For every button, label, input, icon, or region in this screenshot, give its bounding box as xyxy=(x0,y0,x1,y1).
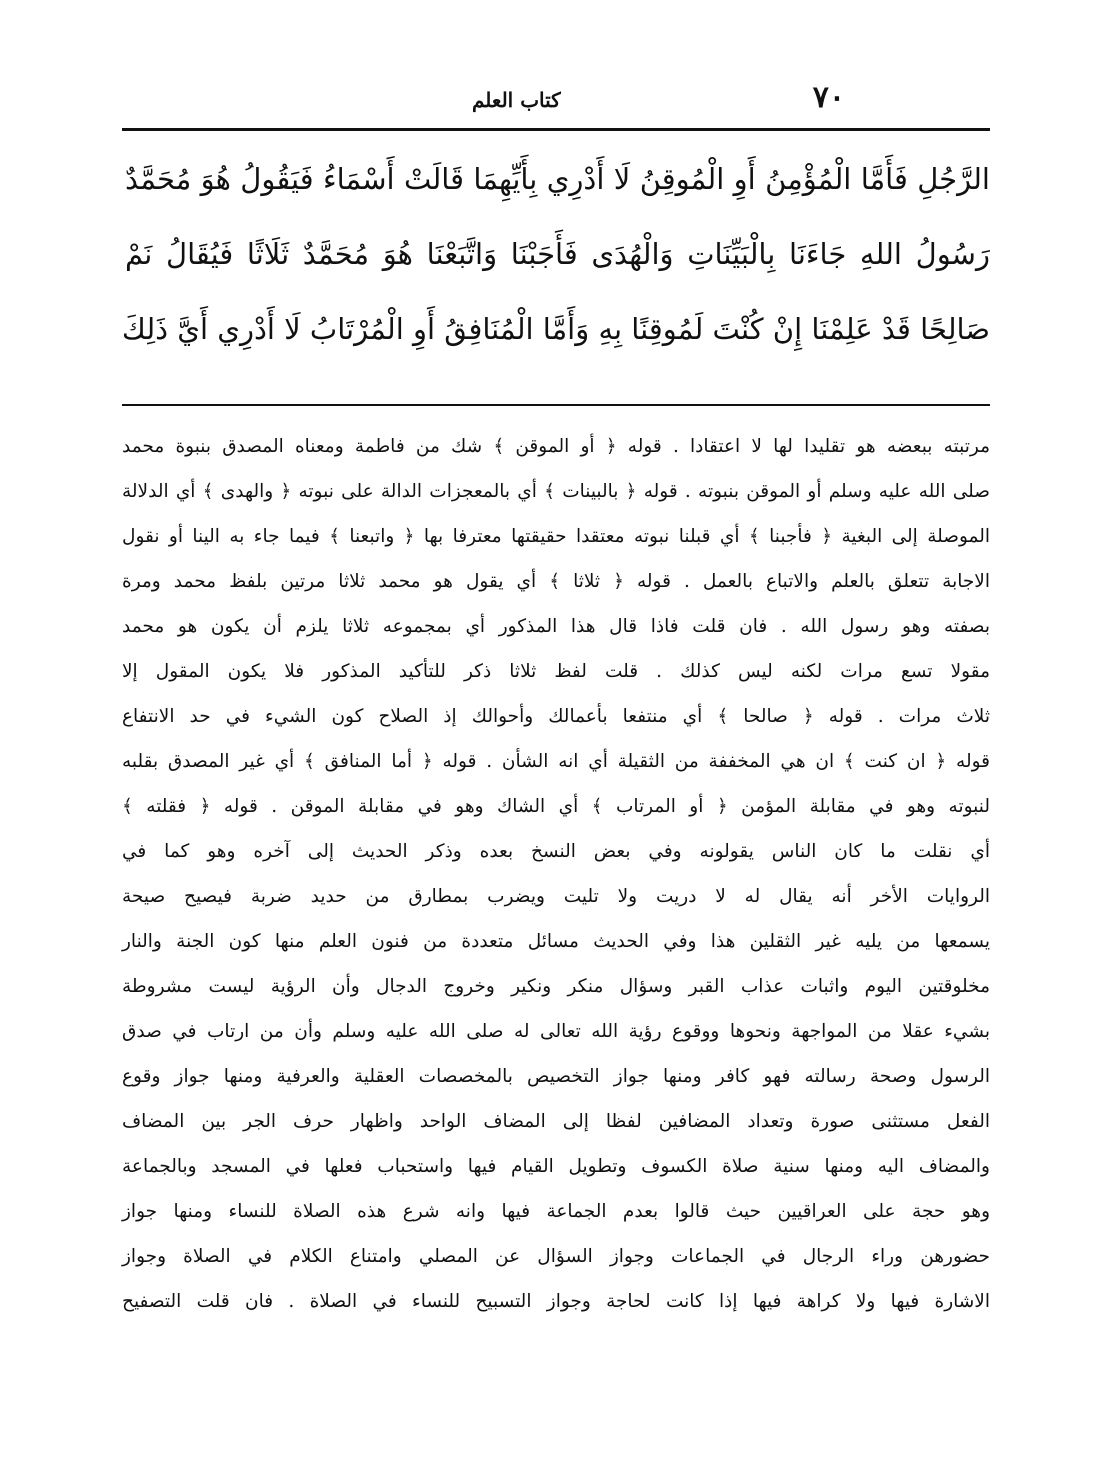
commentary-line: لنبوته وهو في مقابلة المؤمن ﴿ أو المرتاب ﴾ أي الشاك وهو في مقابلة الموقن . قوله ﴿ فقلته ﴾ xyxy=(122,796,990,817)
commentary-line: الروايات الأخر أنه يقال له لا دريت ولا تليت ويضرب بمطارق من حديد ضربة فيصيح صيحة xyxy=(122,886,991,907)
commentary-line: الفعل مستثنى صورة وتعداد المضافين لفظا إلى المضاف الواحد واظهار حرف الجر بين المضاف xyxy=(122,1111,990,1132)
commentary-line: قوله ﴿ ان كنت ﴾ ان هي المخففة من الثقيلة أي انه الشأن . قوله ﴿ أما المنافق ﴾ أي غير المصدق بقلبه xyxy=(122,751,990,772)
commentary-line: الرسول وصحة رسالته فهو كافر ومنها جواز التخصيص بالمخصصات العقلية والعرفية ومنها جواز وقوع xyxy=(122,1066,990,1087)
commentary-line: الاشارة فيها ولا كراهة فيها إذا كانت لحاجة وجواز التسبيح للنساء في الصلاة . فان قلت التصفيح xyxy=(122,1291,990,1312)
main-text-line: الرَّجُلِ فَأَمَّا الْمُؤْمِنُ أَوِ الْمُوقِنُ لَا أَدْرِي بِأَيِّهِمَا قَالَتْ أَسْمَاءُ فَيَقُولُ هُوَ مُحَمَّدٌ xyxy=(125,162,990,196)
commentary-line: أي نقلت ما كان الناس يقولونه وفي بعض النسخ بعده وذكر الحديث إلى آخره وهو كما في xyxy=(122,841,990,862)
commentary-line: صلى الله عليه وسلم أو الموقن بنبوته . قوله ﴿ بالبينات ﴾ أي بالمعجزات الدالة على نبوته ﴿ والهدى ﴾ أي الدلالة xyxy=(122,481,990,502)
commentary-line: ثلاث مرات . قوله ﴿ صالحا ﴾ أي منتفعا بأعمالك وأحوالك إذ الصلاح كون الشيء في حد الانتفاع xyxy=(122,706,990,727)
main-text-line: رَسُولُ اللهِ جَاءَنَا بِالْبَيِّنَاتِ وَالْهُدَى فَأَجَبْنَا وَاتَّبَعْنَا هُوَ مُحَمَّدٌ ثَلَاثًا فَيُقَالُ نَمْ xyxy=(125,237,990,271)
commentary-line: مخلوقتين اليوم واثبات عذاب القبر وسؤال منكر ونكير وخروج الدجال وأن الرؤية ليست مشروطة xyxy=(122,976,990,997)
commentary xyxy=(122,424,990,1324)
main-text xyxy=(121,142,990,367)
commentary-line: مرتبته ببعضه هو تقليدا لها لا اعتقادا . قوله ﴿ أو الموقن ﴾ شك من فاطمة ومعناه المصدق بنبوة محمد xyxy=(122,436,990,457)
separator-rule xyxy=(122,404,990,406)
main-text-line: صَالِحًا قَدْ عَلِمْنَا إِنْ كُنْتَ لَمُوقِنًا بِهِ وَأَمَّا الْمُنَافِقُ أَوِ الْمُرْتَابُ لَا أَدْرِي أَيَّ ذَلِكَ xyxy=(121,312,990,346)
commentary-line: بصفته وهو رسول الله . فان قلت فاذا قال هذا المذكور أي بمجموعه ثلاثا يلزم أن يكون هو محمد xyxy=(122,616,990,637)
commentary-line: الموصلة إلى البغية ﴿ فأجبنا ﴾ أي قبلنا نبوته معتقدا حقيقتها معترفا بها ﴿ واتبعنا ﴾ فيما جاء به الينا أو نقول xyxy=(122,526,990,547)
commentary-line: والمضاف اليه ومنها سنية صلاة الكسوف وتطويل القيام فيها واستحباب فعلها في المسجد وبالجماعة xyxy=(122,1156,990,1177)
header-rule xyxy=(122,128,990,131)
page-number: ٧٠ xyxy=(812,80,845,115)
commentary-line: يسمعها من يليه غير الثقلين هذا وفي الحديث مسائل متعددة من فنون العلم منها كون الجنة والنار xyxy=(122,931,990,952)
commentary-line: بشيء عقلا من المواجهة ونحوها ووقوع رؤية الله تعالى له صلى الله عليه وسلم وأن من ارتاب في صدق xyxy=(122,1021,990,1042)
running-title: كتاب العلم xyxy=(472,88,561,112)
commentary-line: وهو حجة على العراقيين حيث قالوا بعدم الجماعة فيها وانه شرع هذه الصلاة للنساء ومنها جواز xyxy=(122,1201,990,1222)
commentary-line: حضورهن وراء الرجال في الجماعات وجواز السؤال عن المصلي وامتناع الكلام في الصلاة وجواز xyxy=(122,1246,990,1267)
commentary-line: مقولا تسع مرات لكنه ليس كذلك . قلت لفظ ثلاثا ذكر للتأكيد المذكور فلا يكون المقول إلا xyxy=(122,661,990,682)
commentary-line: الاجابة تتعلق بالعلم والاتباع بالعمل . قوله ﴿ ثلاثا ﴾ أي يقول هو محمد ثلاثا مرتين بلفظ محمد ومرة xyxy=(122,571,990,592)
page-header xyxy=(122,80,990,120)
